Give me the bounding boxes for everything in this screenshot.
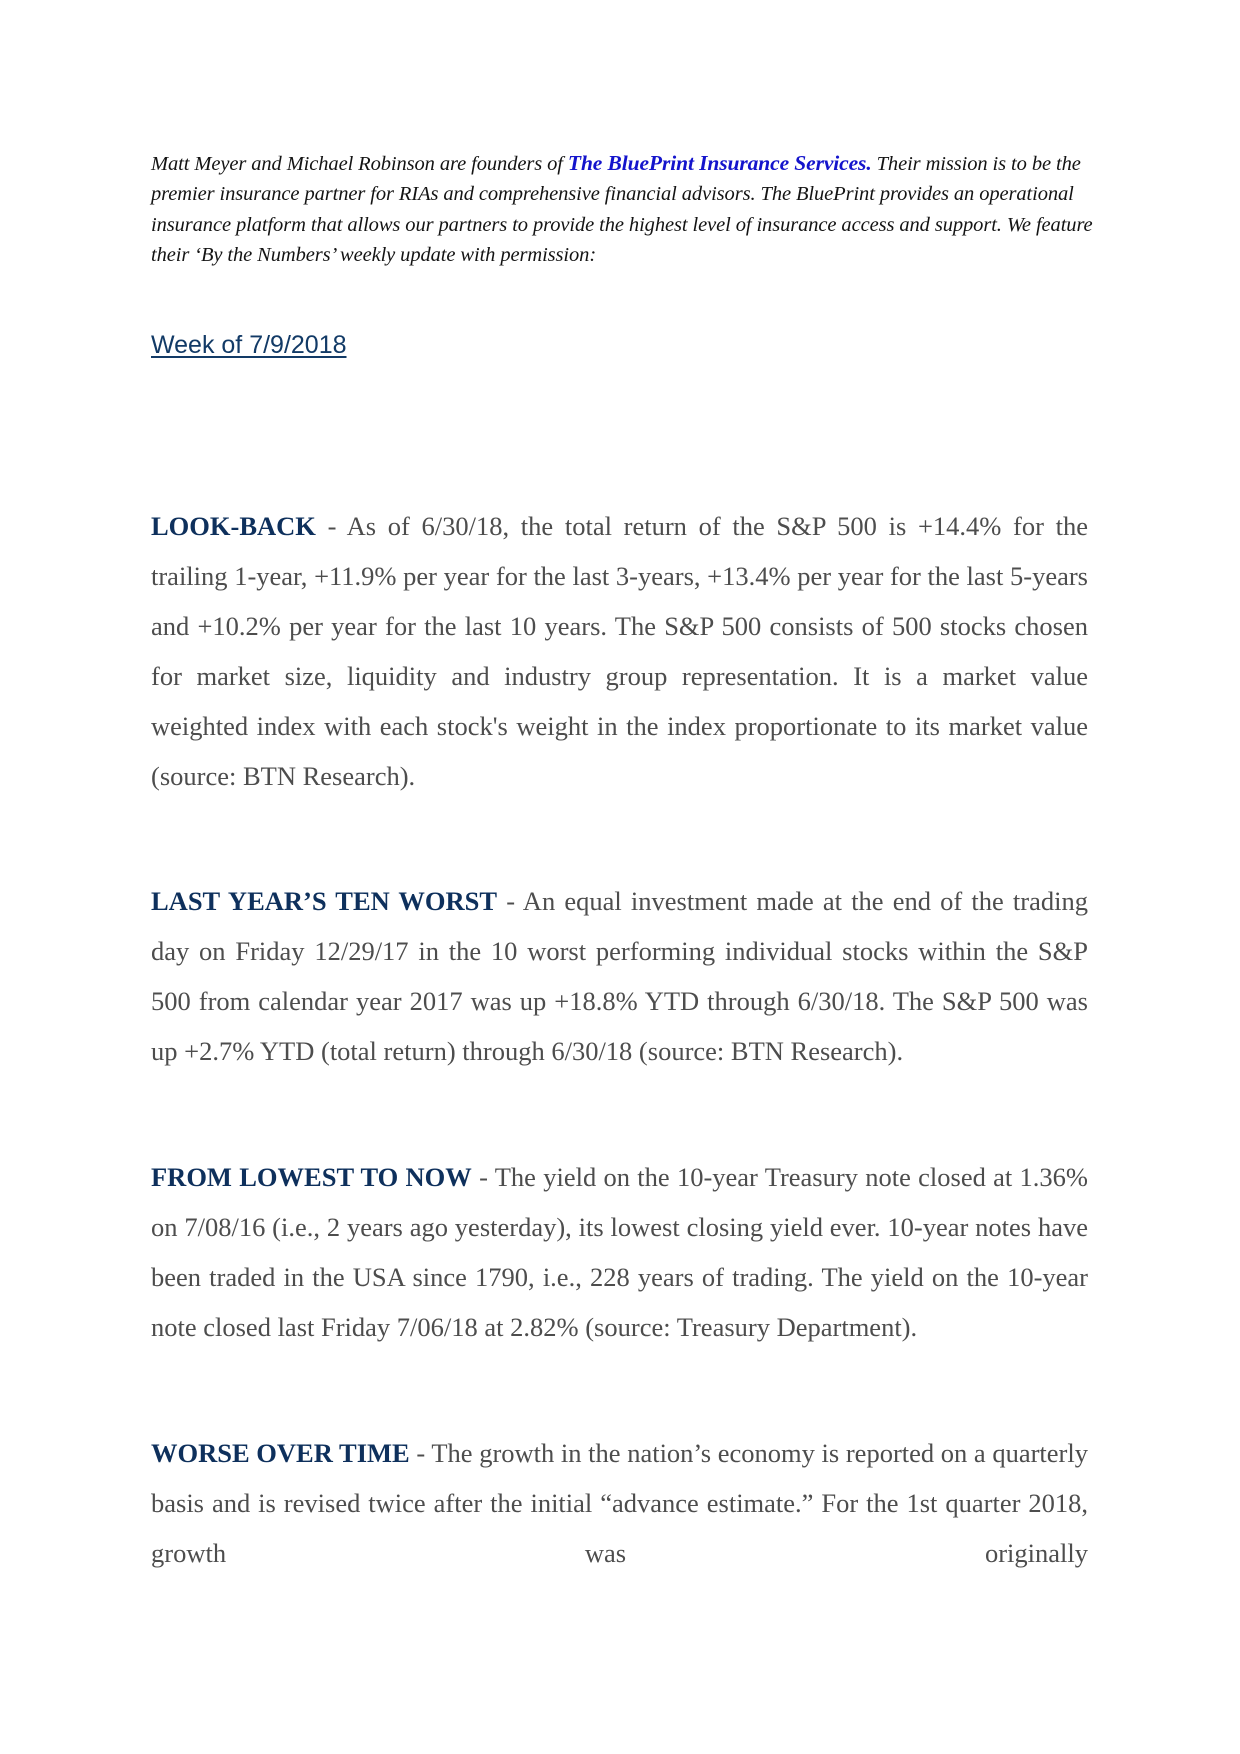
section-last-years-ten-worst [151,876,1088,1076]
week-link[interactable]: Week of 7/9/2018 [151,331,347,359]
section-body: - As of 6/30/18, the total return of the S&P 500 is +14.4% for the trailing 1-year, +11.9% per year for the last 3-years, +13.4% per year for the last 5-years and +10.2% per year for the last 10 years. The S&P 500 consists of 500 stocks chosen for market size, liquidity and industry group representation. It is a market value weighted index with each stock's weight in the index proportionate to its market value (source: BTN Research). [151,511,1088,791]
section-heading: LAST YEAR’S TEN WORST [151,886,498,916]
brand-name: The BluePrint Insurance Services. [567,151,872,175]
section-body: - The growth in the nation’s economy is reported on a quarterly basis and is revised twice after the initial “advance estimate.” For the 1st quarter 2018, growth was originally [151,1438,1088,1568]
section-body: - An equal investment made at the end of the trading day on Friday 12/29/17 in the 10 worst performing individual stocks within the S&P 500 from calendar year 2017 was up +18.8% YTD through 6/30/18. The S&P 500 was up +2.7% YTD (total return) through 6/30/18 (source: BTN Research). [151,886,1088,1066]
intro-text-after: Their mission is to be the premier insurance partner for RIAs and comprehensive financial advisors. The BluePrint provides an operational insurance platform that allows our partners to provide the highest level of insurance access and support. We feature their ‘By the Numbers’ weekly update with permission: [151,153,1093,266]
intro-paragraph [151,148,1111,270]
section-look-back [151,501,1088,801]
section-heading: FROM LOWEST TO NOW [151,1162,472,1192]
section-heading: WORSE OVER TIME [151,1438,410,1468]
section-heading: LOOK-BACK [151,511,316,541]
section-body: - The yield on the 10-year Treasury note closed at 1.36% on 7/08/16 (i.e., 2 years ago yesterday), its lowest closing yield ever. 10-year notes have been traded in the USA since 1790, i.e., 228 years of trading. The yield on the 10-year note closed last Friday 7/06/18 at 2.82% (source: Treasury Department). [151,1162,1088,1342]
section-from-lowest-to-now [151,1152,1088,1352]
section-worse-over-time [151,1428,1088,1578]
intro-text-before: Matt Meyer and Michael Robinson are founders of [151,153,568,175]
